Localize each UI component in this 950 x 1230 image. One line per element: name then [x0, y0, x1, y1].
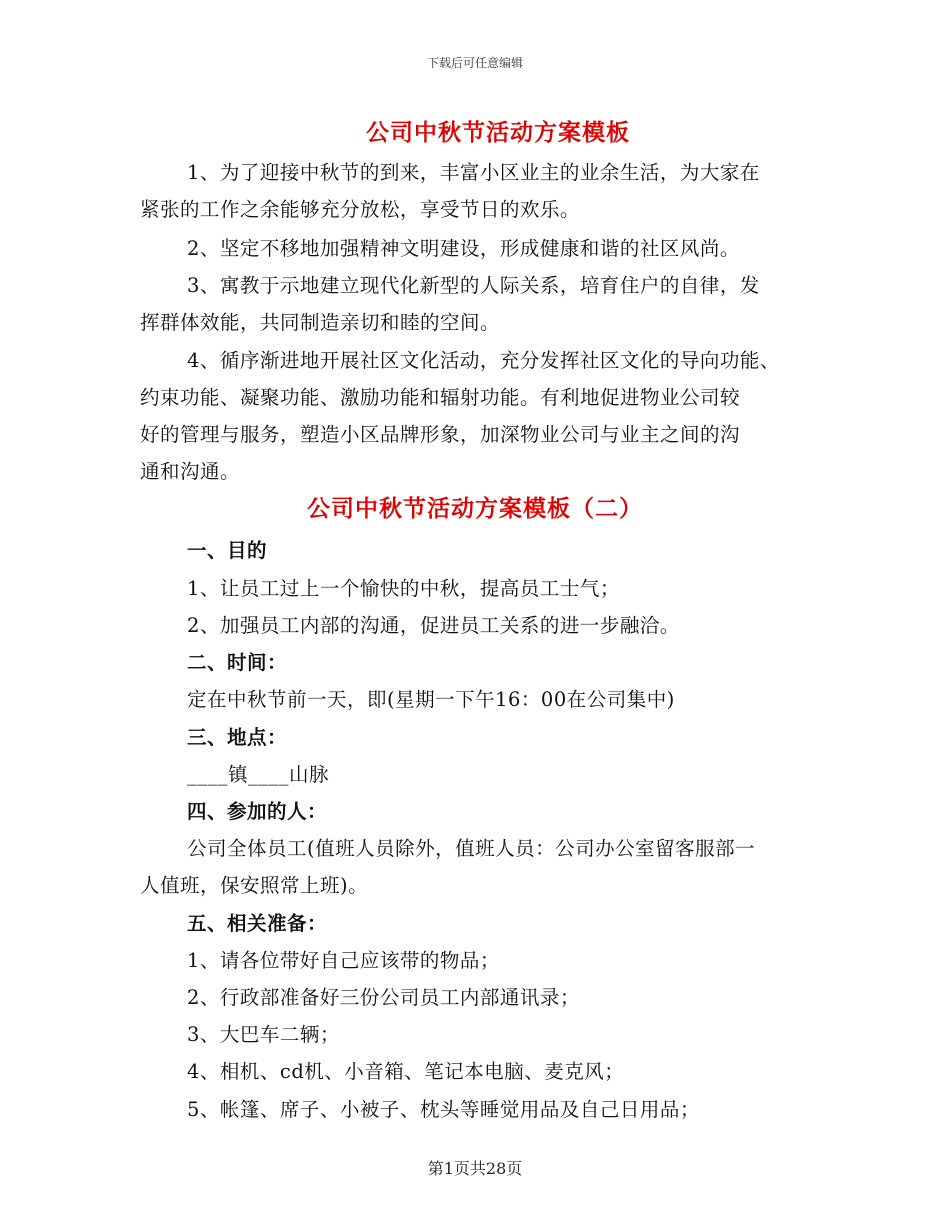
paragraph-line: 2、坚定不移地加强精神文明建设，形成健康和谐的社区风尚。 — [187, 237, 740, 260]
section-heading: 二、时间： — [187, 651, 288, 674]
paragraph-line: ____镇____山脉 — [187, 763, 330, 786]
paragraph-line: 3、寓教于示地建立现代化新型的人际关系，培育住户的自律，发 — [187, 274, 760, 297]
list-item: 4、相机、cd机、小音箱、笔记本电脑、麦克风； — [187, 1060, 625, 1083]
section-title: 公司中秋节活动方案模板（二） — [307, 495, 643, 522]
section-heading: 三、地点： — [187, 726, 288, 749]
paragraph-line: 挥群体效能，共同制造亲切和睦的空间。 — [140, 311, 501, 334]
paragraph-line: 公司全体员工(值班人员除外，值班人员：公司办公室留客服部一 — [187, 837, 756, 860]
list-item: 2、行政部准备好三份公司员工内部通讯录； — [187, 986, 580, 1009]
section-heading: 五、相关准备： — [187, 912, 328, 935]
paragraph-line: 1、让员工过上一个愉快的中秋，提高员工士气； — [187, 577, 620, 600]
paragraph-line: 紧张的工作之余能够充分放松，享受节日的欢乐。 — [140, 198, 581, 221]
list-item: 3、大巴车二辆； — [187, 1023, 340, 1046]
list-item: 5、帐篷、席子、小被子、枕头等睡觉用品及自己日用品； — [187, 1098, 700, 1121]
section-heading: 四、参加的人： — [187, 800, 328, 823]
page-number: 第1页共28页 — [427, 1159, 523, 1178]
paragraph-line: 2、加强员工内部的沟通，促进员工关系的进一步融洽。 — [187, 614, 680, 637]
paragraph-line: 好的管理与服务，塑造小区品牌形象，加深物业公司与业主之间的沟 — [140, 423, 741, 446]
section-heading: 一、目的 — [187, 539, 268, 562]
paragraph-line: 人值班，保安照常上班)。 — [140, 874, 369, 897]
paragraph-line: 1、为了迎接中秋节的到来，丰富小区业主的业余生活，为大家在 — [187, 161, 760, 184]
paragraph-line: 4、循序渐进地开展社区文化活动，充分发挥社区文化的导向功能、 — [187, 349, 780, 372]
header-note: 下载后可任意编辑 — [426, 56, 523, 70]
paragraph-line: 通和沟通。 — [140, 460, 241, 483]
paragraph-line: 约束功能、凝聚功能、激励功能和辐射功能。有利地促进物业公司较 — [140, 386, 741, 409]
document-title: 公司中秋节活动方案模板 — [366, 119, 630, 146]
list-item: 1、请各位带好自己应该带的物品； — [187, 949, 500, 972]
paragraph-line: 定在中秋节前一天，即(星期一下午16：00在公司集中) — [187, 688, 675, 711]
